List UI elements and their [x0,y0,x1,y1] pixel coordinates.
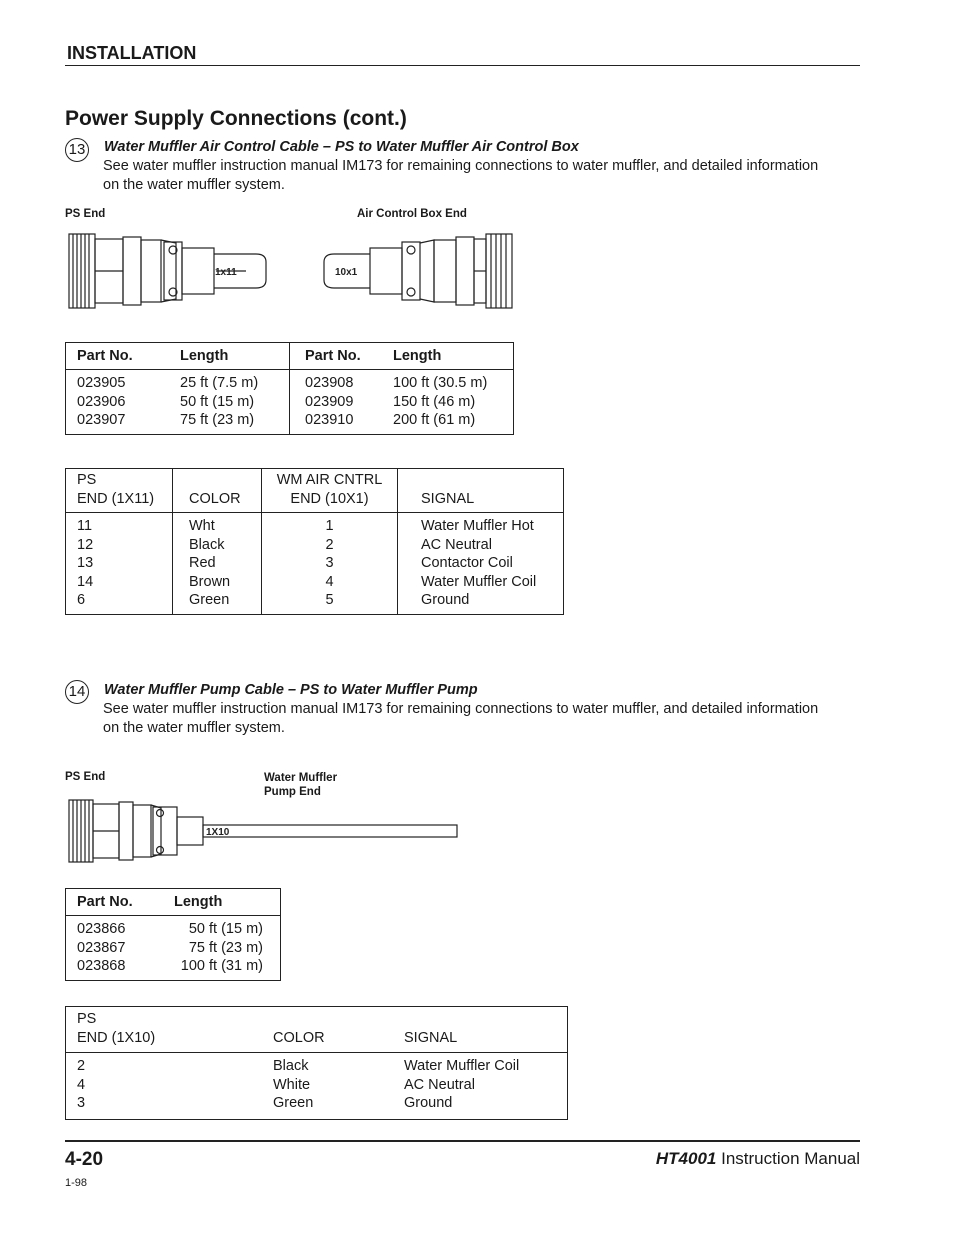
manual-title [656,1149,860,1169]
header-length: Length [174,894,223,910]
ps-end-label: PS End [65,771,106,783]
part-length: 75 ft (23 m) [180,412,255,429]
ps-end-cable-label: 1x11 [215,267,237,278]
pump-end-label-line1: Water Muffler [264,772,338,784]
wire-signal: Ground [421,592,470,609]
wm-pin: 5 [325,592,334,609]
part-length: 200 ft (61 m) [393,412,476,429]
header-color: COLOR [273,1029,325,1046]
part-length: 100 ft (31 m) [180,958,263,975]
pump-cable-label: 1X10 [206,827,230,838]
header-ps-line2: END (1X11) [77,490,155,507]
part-number: 023909 [305,393,354,410]
part-length: 150 ft (46 m) [393,393,476,410]
header-ps-line2: END (1X10) [77,1029,156,1046]
air-control-box-end-connector-drawing [320,228,520,314]
item-description: See water muffler instruction manual IM173 for remaining connections to water muffler, and detailed information on the water muffler system. [103,158,819,193]
item-description: See water muffler instruction manual IM173 for remaining connections to water muffler, and detailed information on the water muffler system. [103,701,819,736]
item-title: Water Muffler Pump Cable – PS to Water Muffler Pump [104,682,478,698]
part-length: 25 ft (7.5 m) [180,375,259,391]
header-part-no: Part No. [77,348,133,364]
pump-cable-connector-drawing [66,795,462,867]
item-number-badge: 13 [65,138,89,162]
item-title: Water Muffler Air Control Cable – PS to Water Muffler Air Control Box [104,139,579,155]
ps-pin: 4 [77,1076,86,1093]
part-length: 50 ft (15 m) [188,921,263,937]
part-number: 023867 [77,939,126,956]
part-number: 023906 [77,393,126,410]
wire-signal: Ground [404,1095,453,1112]
wm-pin: 3 [325,555,334,572]
item-number-badge: 14 [65,680,89,704]
revision-date: 1-98 [65,1177,88,1189]
part-number: 023907 [77,412,126,429]
ps-pin: 3 [77,1095,86,1112]
wire-signal: AC Neutral [404,1076,475,1093]
header-part-no: Part No. [77,894,133,910]
header-signal: SIGNAL [404,1029,458,1046]
wire-signal: Contactor Coil [421,555,513,572]
header-rule [65,65,860,66]
footer-rule [65,1140,860,1142]
part-number: 023910 [305,412,354,429]
part-length: 75 ft (23 m) [188,939,263,956]
wire-signal: Water Muffler Hot [421,518,534,534]
wire-color: Wht [189,518,215,534]
section-header: INSTALLATION [67,43,197,63]
page-number: 4-20 [65,1149,104,1170]
ps-pin: 2 [77,1058,86,1074]
header-length: Length [180,348,229,364]
wire-signal: AC Neutral [421,536,492,553]
air-control-box-cable-label: 10x1 [335,267,358,278]
page-title: Power Supply Connections (cont.) [65,107,407,130]
wire-color: Brown [189,573,231,590]
header-signal: SIGNAL [421,490,475,507]
ps-pin: 11 [77,518,93,534]
manual-text: Instruction Manual [721,1149,860,1168]
wm-pin: 1 [325,518,334,534]
ps-end-connector-drawing [66,228,276,314]
part-length: 100 ft (30.5 m) [393,375,488,391]
part-number: 023905 [77,375,126,391]
part-number-table [65,888,281,981]
wire-signal: Water Muffler Coil [421,573,537,590]
part-number: 023866 [77,921,126,937]
wm-pin: 4 [325,573,334,590]
header-length: Length [393,348,442,364]
wire-signal: Water Muffler Coil [404,1058,520,1074]
air-control-box-end-label: Air Control Box End [357,208,467,220]
wire-color: Black [189,536,225,553]
header-wm-line2: END (10X1) [290,490,369,507]
wire-color: Red [189,555,216,572]
part-number: 023868 [77,958,126,975]
ps-end-label: PS End [65,208,106,220]
manual-model: HT4001 [655,1149,717,1168]
header-wm-line1: WM AIR CNTRL [276,472,383,488]
ps-pin: 14 [77,573,94,590]
wiring-table [65,468,564,615]
wiring-table [65,1006,568,1120]
wire-color: White [273,1076,311,1093]
header-ps-line1: PS [77,1011,97,1027]
ps-pin: 12 [77,536,94,553]
wm-pin: 2 [325,536,334,553]
header-part-no: Part No. [290,343,394,370]
wire-color: Black [273,1058,309,1074]
part-length: 50 ft (15 m) [180,393,255,410]
header-color: COLOR [189,490,241,507]
part-number: 023908 [305,375,354,391]
wire-color: Green [189,592,230,609]
wire-color: Green [273,1095,314,1112]
pump-end-label-line2: Pump End [264,786,321,798]
ps-pin: 6 [77,592,86,609]
ps-pin: 13 [77,555,94,572]
part-number-table [65,342,514,435]
header-ps-line1: PS [77,472,97,488]
